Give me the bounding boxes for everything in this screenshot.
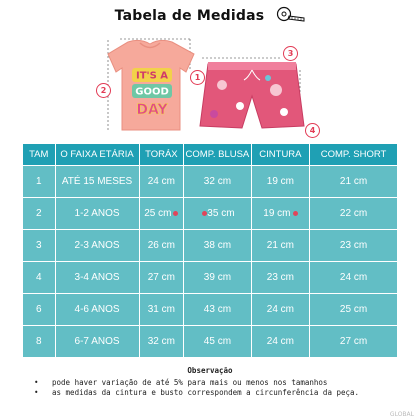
- cell-tam: 4: [23, 262, 56, 294]
- cell-blusa-value: 35 cm: [207, 208, 235, 219]
- garment-drawing: [0, 30, 420, 140]
- marker-4: 4: [305, 123, 320, 138]
- table-row: [23, 198, 398, 230]
- cell-cintura: 24 cm: [251, 294, 309, 326]
- cell-blusa: 45 cm: [184, 326, 252, 358]
- cell-short: 27 cm: [310, 326, 398, 358]
- cell-blusa: 38 cm: [184, 230, 252, 262]
- cell-tam: 2: [23, 198, 56, 230]
- marker-dot: [293, 211, 298, 216]
- cell-torax: [139, 198, 184, 230]
- cell-torax: 27 cm: [139, 262, 184, 294]
- cell-short: 23 cm: [310, 230, 398, 262]
- cell-tam: 6: [23, 294, 56, 326]
- cell-cintura: 23 cm: [251, 262, 309, 294]
- table-header-row: [23, 144, 398, 166]
- table-row: [23, 326, 398, 358]
- cell-tam: 3: [23, 230, 56, 262]
- cell-tam: 1: [23, 166, 56, 198]
- cell-faixa: ATÉ 15 MESES: [55, 166, 139, 198]
- shirt-text-line-2: GOOD: [135, 86, 169, 98]
- cell-cintura: [251, 198, 309, 230]
- cell-cintura: 24 cm: [251, 326, 309, 358]
- cell-short: 24 cm: [310, 262, 398, 294]
- header-faixa-etaria: O FAIXA ETÁRIA: [55, 144, 139, 166]
- cell-torax: 24 cm: [139, 166, 184, 198]
- cell-torax: 31 cm: [139, 294, 184, 326]
- observation-list: [0, 378, 420, 397]
- cell-faixa: 1-2 ANOS: [55, 198, 139, 230]
- list-item: • pode haver variação de até 5% para mais ou menos nos tamanhos: [52, 378, 420, 387]
- cell-torax: 26 cm: [139, 230, 184, 262]
- marker-dot: [173, 211, 178, 216]
- cell-short: 22 cm: [310, 198, 398, 230]
- cell-tam: 8: [23, 326, 56, 358]
- cell-cintura: 21 cm: [251, 230, 309, 262]
- list-item: • as medidas da cintura e busto correspondem a circunferência da peça.: [52, 388, 420, 397]
- shirt-text-line-3: DAY: [136, 102, 168, 118]
- cell-short: 25 cm: [310, 294, 398, 326]
- cell-faixa: 3-4 ANOS: [55, 262, 139, 294]
- table-row: [23, 294, 398, 326]
- cell-torax: 32 cm: [139, 326, 184, 358]
- marker-1: 1: [190, 70, 205, 85]
- shirt-text-line-1: IT'S A: [135, 70, 169, 82]
- cell-blusa: [184, 198, 252, 230]
- measuring-tape-icon: [275, 6, 305, 26]
- product-illustration: [0, 30, 420, 140]
- cell-faixa: 6-7 ANOS: [55, 326, 139, 358]
- observation-title: Observação: [187, 366, 233, 375]
- title-text: Tabela de Medidas: [114, 8, 265, 24]
- cell-blusa: 43 cm: [184, 294, 252, 326]
- cell-faixa: 4-6 ANOS: [55, 294, 139, 326]
- observation-section: [0, 366, 420, 398]
- header-comp-short: COMP. SHORT: [310, 144, 398, 166]
- page-title: [0, 6, 420, 26]
- shorts-shape: [200, 64, 304, 128]
- header-torax: TORÁX: [139, 144, 184, 166]
- watermark-logo: GLOBAL: [389, 411, 414, 418]
- marker-3: 3: [283, 46, 298, 61]
- table-row: [23, 166, 398, 198]
- cell-short: 21 cm: [310, 166, 398, 198]
- cell-blusa: 32 cm: [184, 166, 252, 198]
- cell-cintura: 19 cm: [251, 166, 309, 198]
- cell-blusa: 39 cm: [184, 262, 252, 294]
- size-table: [22, 143, 398, 358]
- header-cintura: CINTURA: [251, 144, 309, 166]
- table-row: [23, 262, 398, 294]
- cell-faixa: 2-3 ANOS: [55, 230, 139, 262]
- cell-cintura-value: 19 cm: [263, 208, 291, 219]
- header-tam: TAM: [23, 144, 56, 166]
- marker-2: 2: [96, 83, 111, 98]
- cell-torax-value: 25 cm: [144, 208, 172, 219]
- table-row: [23, 230, 398, 262]
- header-comp-blusa: COMP. BLUSA: [184, 144, 252, 166]
